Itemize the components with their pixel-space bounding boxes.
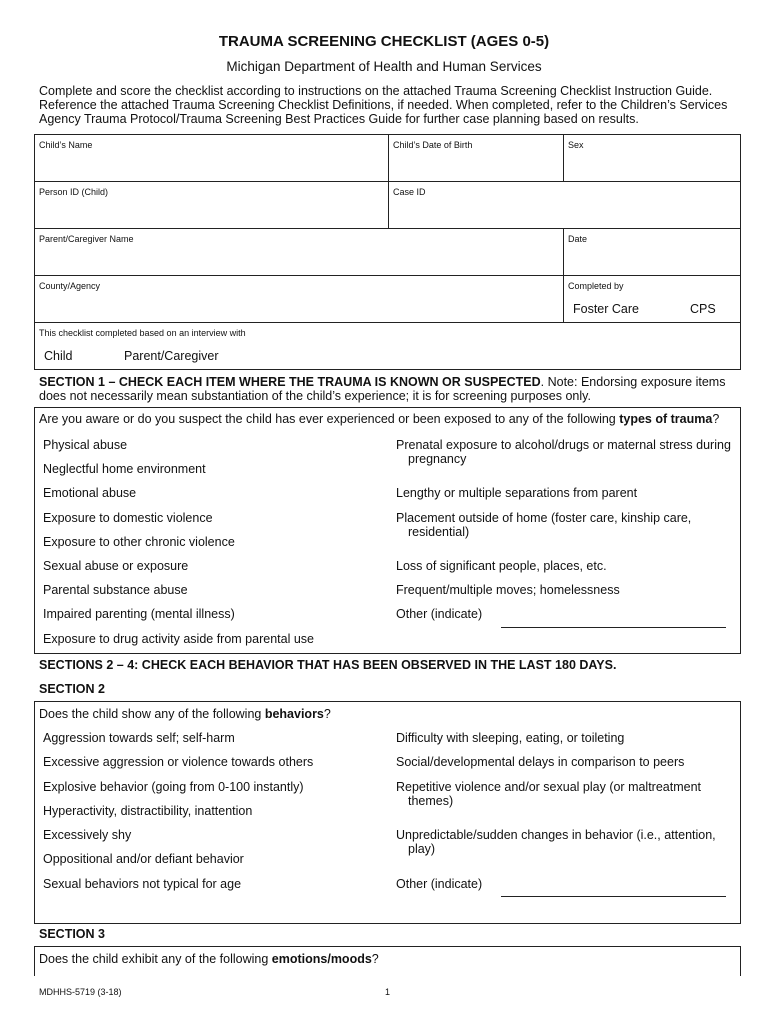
behavior-item[interactable]: Excessively shy xyxy=(43,828,132,842)
behavior-item[interactable]: Repetitive violence and/or sexual play (or maltreatment themes) xyxy=(396,780,702,808)
field-label: County/Agency xyxy=(39,281,101,291)
trauma-item[interactable]: Placement outside of home (foster care, kinship care, residential) xyxy=(396,511,692,539)
behavior-item[interactable]: Difficulty with sleeping, eating, or toileting xyxy=(396,731,625,745)
behavior-item[interactable]: Aggression towards self; self-harm xyxy=(43,731,235,745)
section1-heading: SECTION 1 – CHECK EACH ITEM WHERE THE TRAUMA IS KNOWN OR SUSPECTED. Note: Endorsing exposure items does not necessarily mean substantiation of the child’s experience; it is for screening purposes only. xyxy=(39,375,726,403)
behavior-item[interactable]: Explosive behavior (going from 0-100 instantly) xyxy=(43,780,304,794)
form-number: MDHHS-5719 (3-18) xyxy=(39,987,122,997)
page-number: 1 xyxy=(385,987,391,997)
trauma-item[interactable]: Frequent/multiple moves; homelessness xyxy=(396,583,620,597)
childs-name-field[interactable] xyxy=(34,134,389,182)
behavior-item[interactable]: Sexual behaviors not typical for age xyxy=(43,877,242,891)
case-id-field[interactable] xyxy=(388,181,741,229)
behavior-item[interactable]: Social/developmental delays in comparison to peers xyxy=(396,755,685,769)
instructions-paragraph: Complete and score the checklist according to instructions on the attached Trauma Screening Checklist Instruction Guide. Reference the attached Trauma Screening Checklist Definitions, if needed. When completed, refer to the Children’s Services Agency Trauma Protocol/Trauma Screening Best Practices Guide for further case planning based on results. xyxy=(39,84,728,126)
completed-by-cps-option[interactable]: CPS xyxy=(690,302,716,316)
trauma-item[interactable]: Exposure to other chronic violence xyxy=(43,535,235,549)
trauma-item[interactable]: Exposure to drug activity aside from parental use xyxy=(43,632,314,646)
field-label: Child’s Name xyxy=(39,140,93,150)
trauma-item[interactable]: Emotional abuse xyxy=(43,486,137,500)
completed-by-field xyxy=(563,275,741,323)
section3-heading: SECTION 3 xyxy=(39,927,105,941)
caregiver-name-field[interactable] xyxy=(34,228,564,276)
other-indicate-line[interactable] xyxy=(501,627,726,628)
dob-field[interactable] xyxy=(388,134,564,182)
field-label: Sex xyxy=(568,140,584,150)
trauma-item[interactable]: Neglectful home environment xyxy=(43,462,206,476)
field-label: Date xyxy=(568,234,588,244)
interview-child-option[interactable]: Child xyxy=(44,349,73,363)
other-indicate-line[interactable] xyxy=(501,896,726,897)
interview-caregiver-option[interactable]: Parent/Caregiver xyxy=(124,349,219,363)
behavior-item[interactable]: Unpredictable/sudden changes in behavior (i.e., attention, play) xyxy=(396,828,716,856)
sections-2-4-heading: SECTIONS 2 – 4: CHECK EACH BEHAVIOR THAT HAS BEEN OBSERVED IN THE LAST 180 DAYS. xyxy=(39,658,617,672)
behavior-item-other[interactable]: Other (indicate) xyxy=(396,877,483,891)
field-label: This checklist completed based on an interview with xyxy=(39,328,246,338)
field-label: Parent/Caregiver Name xyxy=(39,234,134,244)
page-title: TRAUMA SCREENING CHECKLIST (AGES 0-5) xyxy=(218,33,550,50)
field-label: Person ID (Child) xyxy=(39,187,109,197)
county-agency-field[interactable] xyxy=(34,275,564,323)
date-field[interactable] xyxy=(563,228,741,276)
trauma-item[interactable]: Prenatal exposure to alcohol/drugs or maternal stress during pregnancy xyxy=(396,438,731,466)
field-label: Child’s Date of Birth xyxy=(393,140,473,150)
trauma-item[interactable]: Sexual abuse or exposure xyxy=(43,559,189,573)
trauma-item[interactable]: Physical abuse xyxy=(43,438,128,452)
section3-question: Does the child exhibit any of the following emotions/moods? xyxy=(39,952,379,966)
interview-source-field xyxy=(34,322,741,370)
trauma-item-other[interactable]: Other (indicate) xyxy=(396,607,483,621)
agency-subtitle: Michigan Department of Health and Human Services xyxy=(226,59,542,74)
completed-by-foster-care-option[interactable]: Foster Care xyxy=(573,302,639,316)
section1-question: Are you aware or do you suspect the child has ever experienced or been exposed to any of the following types of trauma? xyxy=(39,412,720,426)
trauma-item[interactable]: Impaired parenting (mental illness) xyxy=(43,607,235,621)
behavior-item[interactable]: Oppositional and/or defiant behavior xyxy=(43,852,244,866)
trauma-item[interactable]: Parental substance abuse xyxy=(43,583,188,597)
field-label: Completed by xyxy=(568,281,624,291)
section2-question: Does the child show any of the following behaviors? xyxy=(39,707,331,721)
section2-heading: SECTION 2 xyxy=(39,682,105,696)
behavior-item[interactable]: Hyperactivity, distractibility, inattention xyxy=(43,804,253,818)
trauma-item[interactable]: Lengthy or multiple separations from parent xyxy=(396,486,638,500)
person-id-field[interactable] xyxy=(34,181,389,229)
behavior-item[interactable]: Excessive aggression or violence towards others xyxy=(43,755,314,769)
trauma-item[interactable]: Loss of significant people, places, etc. xyxy=(396,559,607,573)
field-label: Case ID xyxy=(393,187,426,197)
trauma-item[interactable]: Exposure to domestic violence xyxy=(43,511,213,525)
sex-field[interactable] xyxy=(563,134,741,182)
